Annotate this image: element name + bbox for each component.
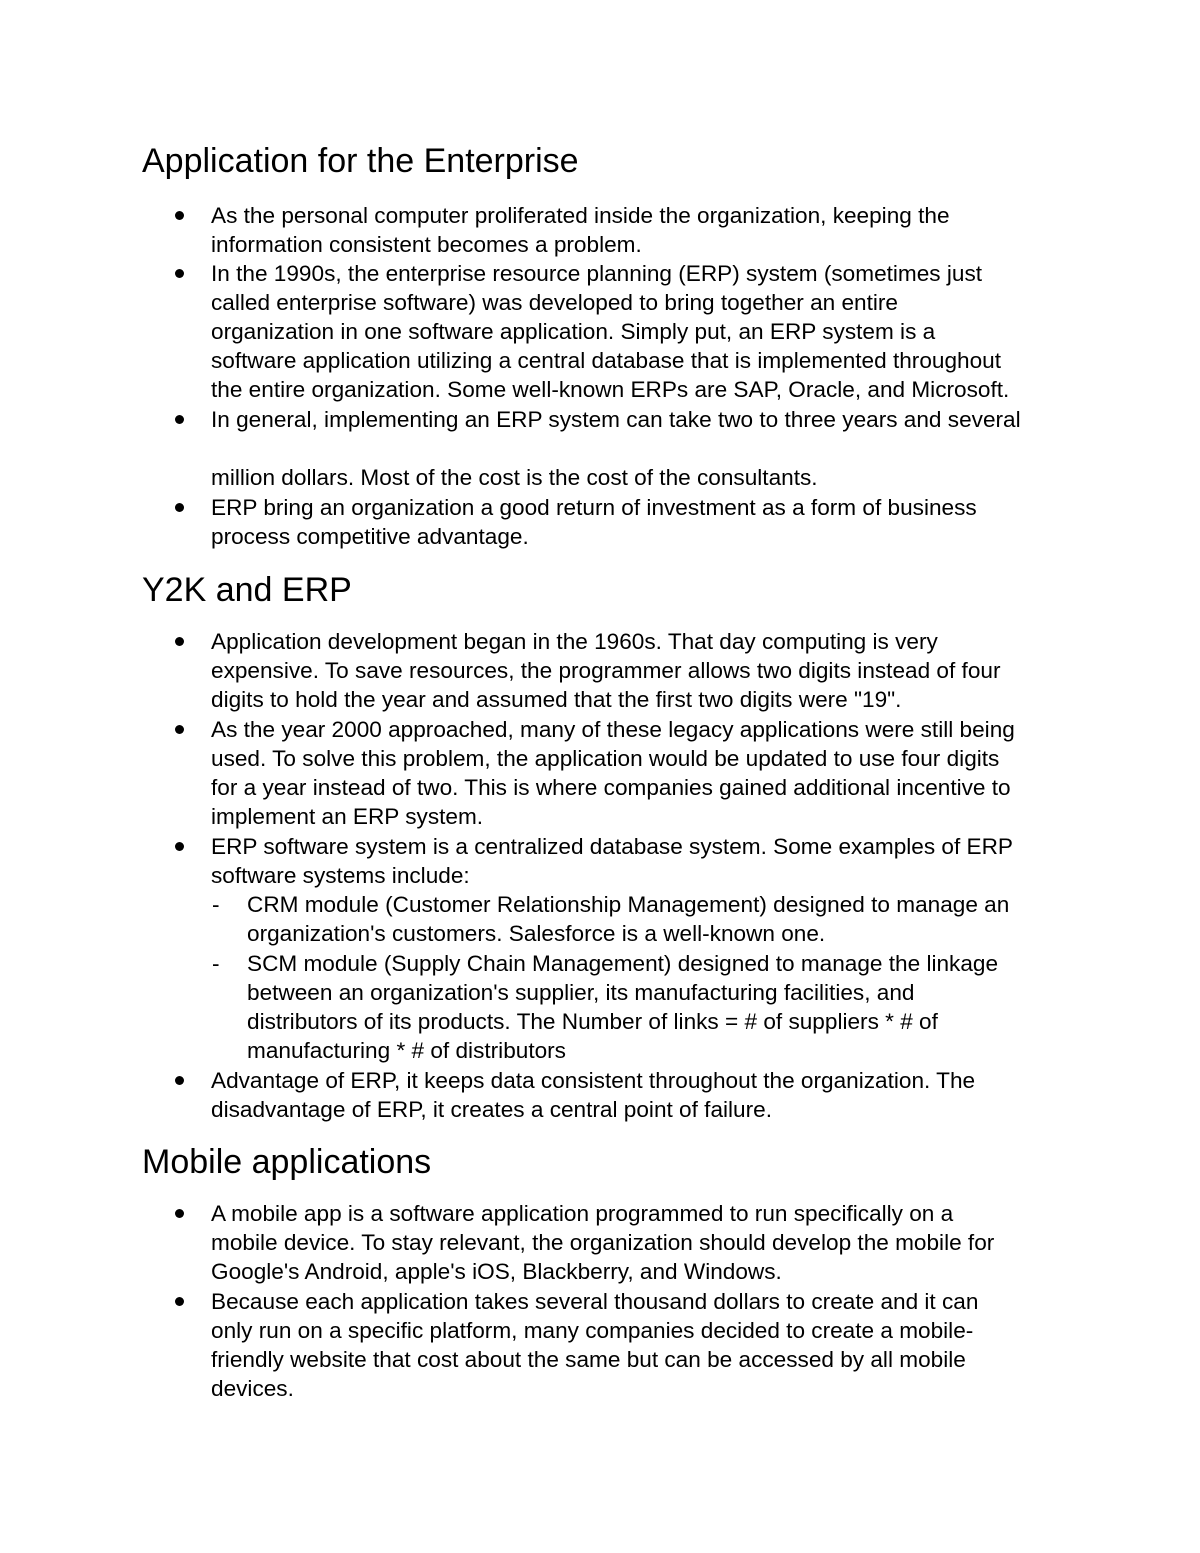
list-item-line: ERP software system is a centralized database system. Some examples of ERP <box>211 834 1014 859</box>
dash-bullet-icon: - <box>212 892 220 917</box>
sub-list-item-line: CRM module (Customer Relationship Management) designed to manage an <box>247 892 1010 917</box>
list-item-line: As the year 2000 approached, many of these legacy applications were still being <box>211 717 1015 742</box>
bullet-icon <box>175 637 184 646</box>
list-item-line: devices. <box>211 1376 294 1401</box>
list-item-line: disadvantage of ERP, it creates a central point of failure. <box>211 1097 772 1122</box>
list-item-line: information consistent becomes a problem. <box>211 232 642 257</box>
bullet-icon <box>175 1076 184 1085</box>
sub-list-item-line: SCM module (Supply Chain Management) designed to manage the linkage <box>247 951 999 976</box>
list-item-line: million dollars. Most of the cost is the cost of the consultants. <box>211 465 818 490</box>
sub-list-item-line: between an organization's supplier, its manufacturing facilities, and <box>247 980 915 1005</box>
list-item-line: Application development began in the 1960s. That day computing is very <box>211 629 938 654</box>
list-item-line: software application utilizing a central database that is implemented throughout <box>211 348 1001 373</box>
section-title-enterprise: Application for the Enterprise <box>142 142 579 180</box>
list-item-line: ERP bring an organization a good return of investment as a form of business <box>211 495 977 520</box>
list-item-line: for a year instead of two. This is where companies gained additional incentive to <box>211 775 1011 800</box>
list-item-line: organization in one software application. Simply put, an ERP system is a <box>211 319 936 344</box>
list-item-line: Because each application takes several thousand dollars to create and it can <box>211 1289 979 1314</box>
section-title-y2k: Y2K and ERP <box>142 571 352 609</box>
list-item-line: As the personal computer proliferated inside the organization, keeping the <box>211 203 950 228</box>
list-item-line: A mobile app is a software application programmed to run specifically on a <box>211 1201 954 1226</box>
list-item-line: used. To solve this problem, the application would be updated to use four digits <box>211 746 1000 771</box>
sub-list-item-line: distributors of its products. The Number of links = # of suppliers * # of <box>247 1009 938 1034</box>
bullet-icon <box>175 415 184 424</box>
list-item-line: Advantage of ERP, it keeps data consistent throughout the organization. The <box>211 1068 976 1093</box>
list-item-line: friendly website that cost about the same but can be accessed by all mobile <box>211 1347 966 1372</box>
list-item-line: called enterprise software) was developed to bring together an entire <box>211 290 899 315</box>
list-item-line: In the 1990s, the enterprise resource planning (ERP) system (sometimes just <box>211 261 983 286</box>
list-item-line: In general, implementing an ERP system can take two to three years and several <box>211 407 1021 432</box>
list-item-line: expensive. To save resources, the programmer allows two digits instead of four <box>211 658 1001 683</box>
bullet-icon <box>175 1209 184 1218</box>
section-title-mobile: Mobile applications <box>142 1143 432 1181</box>
sub-list-item-line: manufacturing * # of distributors <box>247 1038 566 1063</box>
list-item-line: implement an ERP system. <box>211 804 484 829</box>
bullet-icon <box>175 211 184 220</box>
bullet-icon <box>175 842 184 851</box>
list-item-line: Google's Android, apple's iOS, Blackberry, and Windows. <box>211 1259 782 1284</box>
dash-bullet-icon: - <box>212 951 220 976</box>
sub-list-item-line: organization's customers. Salesforce is a well-known one. <box>247 921 826 946</box>
list-item-line: software systems include: <box>211 863 470 888</box>
list-item-line: mobile device. To stay relevant, the organization should develop the mobile for <box>211 1230 995 1255</box>
list-item-line: digits to hold the year and assumed that the first two digits were "19". <box>211 687 902 712</box>
bullet-icon <box>175 725 184 734</box>
bullet-icon <box>175 1297 184 1306</box>
list-item-line: only run on a specific platform, many companies decided to create a mobile- <box>211 1318 974 1343</box>
list-item-line: the entire organization. Some well-known ERPs are SAP, Oracle, and Microsoft. <box>211 377 1010 402</box>
bullet-icon <box>175 503 184 512</box>
bullet-icon <box>175 269 184 278</box>
list-item-line: process competitive advantage. <box>211 524 529 549</box>
